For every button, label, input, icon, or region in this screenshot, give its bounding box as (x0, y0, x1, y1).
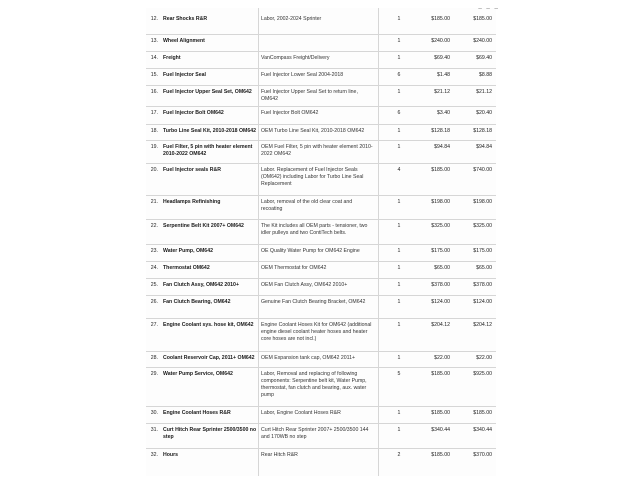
line-number: 25. (150, 282, 158, 288)
item-name: Curt Hitch Rear Sprinter 2500/3500 no step (163, 427, 257, 440)
line-number: 18. (150, 128, 158, 134)
table-row (146, 318, 496, 342)
quantity: 1 (397, 322, 401, 328)
line-number: 13. (150, 38, 158, 44)
line-number: 24. (150, 265, 158, 271)
line-total: $21.12 (476, 89, 492, 95)
line-number: 21. (150, 199, 158, 205)
line-total: $124.00 (473, 299, 492, 305)
line-total: $128.18 (473, 128, 492, 134)
quantity: 1 (397, 128, 401, 134)
line-total: $185.00 (473, 16, 492, 22)
item-name: Hours (163, 452, 178, 458)
quantity: 4 (397, 167, 401, 173)
quantity: 1 (397, 299, 401, 305)
item-description: Fuel Injector Upper Seal Set to return line, OM642 (261, 89, 358, 102)
quantity: 1 (397, 38, 401, 44)
quantity: 1 (397, 16, 401, 22)
quantity: 6 (397, 72, 401, 78)
unit-price: $175.00 (431, 248, 450, 254)
item-name: Headlamps Refinishing (163, 199, 221, 205)
line-total: $175.00 (473, 248, 492, 254)
line-total: $69.40 (476, 55, 492, 61)
quantity: 1 (397, 55, 401, 61)
item-description: Fuel Injector Lower Seal 2004-2018 (261, 72, 344, 78)
line-number: 22. (150, 223, 158, 229)
unit-price: $69.40 (434, 55, 450, 61)
unit-price: $198.00 (431, 199, 450, 205)
invoice-page (146, 8, 496, 476)
line-number: 12. (150, 16, 158, 22)
item-name: Engine Coolant sys. hose kit, OM642 (163, 322, 254, 328)
line-number: 31. (150, 427, 158, 433)
item-description: OEM Expansion tank cap, OM642 2011+ (261, 355, 356, 361)
item-name: Water Pump, OM642 (163, 248, 213, 254)
line-total: $22.00 (476, 355, 492, 361)
table-row (146, 195, 496, 212)
item-description: OEM Fuel Filter, 5 pin with heater element 2010-2022 OM642 (261, 144, 373, 157)
line-total: $370.00 (473, 452, 492, 458)
unit-price: $3.40 (437, 110, 450, 116)
quantity: 1 (397, 410, 401, 416)
quantity: 1 (397, 427, 401, 433)
item-name: Fan Clutch Bearing, OM642 (163, 299, 231, 305)
unit-price: $185.00 (431, 410, 450, 416)
table-row (146, 51, 496, 61)
table-row (146, 244, 496, 254)
line-number: 16. (150, 89, 158, 95)
line-total: $240.00 (473, 38, 492, 44)
line-total: $8.88 (479, 72, 492, 78)
quantity: 1 (397, 265, 401, 271)
unit-price: $185.00 (431, 167, 450, 173)
unit-price: $128.18 (431, 128, 450, 134)
table-row (146, 448, 496, 458)
line-total: $378.00 (473, 282, 492, 288)
line-number: 14. (150, 55, 158, 61)
line-total: $198.00 (473, 199, 492, 205)
line-total: $94.84 (476, 144, 492, 150)
line-total: $204.12 (473, 322, 492, 328)
line-number: 30. (150, 410, 158, 416)
item-name: Freight (163, 55, 181, 61)
unit-price: $340.44 (431, 427, 450, 433)
table-row (146, 423, 496, 440)
quantity: 1 (397, 144, 401, 150)
unit-price: $378.00 (431, 282, 450, 288)
item-description: Engine Coolant Hoses Kit for OM642 (additional engine diesel coolant heater hoses and heater core hoses are not incl.) (261, 322, 372, 342)
line-total: $20.40 (476, 110, 492, 116)
table-row (146, 261, 496, 271)
table-row (146, 68, 496, 78)
line-number: 19. (150, 144, 158, 150)
quantity: 1 (397, 223, 401, 229)
item-name: Fuel Injector seals R&R (163, 167, 221, 173)
line-total: $925.00 (473, 371, 492, 377)
item-description: Labor. Replacement of Fuel Injector Seals (OM642) including Labor for Turbo Line Seal Replacement (261, 167, 364, 187)
line-total: $340.44 (473, 427, 492, 433)
item-description: OEM Turbo Line Seal Kit, 2010-2018 OM642 (261, 128, 365, 134)
line-number: 29. (150, 371, 158, 377)
line-total: $325.00 (473, 223, 492, 229)
unit-price: $325.00 (431, 223, 450, 229)
table-row (146, 106, 496, 116)
line-number: 17. (150, 110, 158, 116)
table-row (146, 367, 496, 398)
item-description: Labor, 2002-2024 Sprinter (261, 16, 322, 22)
unit-price: $94.84 (434, 144, 450, 150)
unit-price: $124.00 (431, 299, 450, 305)
item-description: OEM Thermostat for OM642 (261, 265, 327, 271)
margin-scribble: ~ ~ ~ (478, 6, 500, 13)
unit-price: $185.00 (431, 452, 450, 458)
line-number: 27. (150, 322, 158, 328)
item-name: Engine Coolant Hoses R&R (163, 410, 231, 416)
quantity: 1 (397, 248, 401, 254)
item-name: Coolant Reservoir Cap, 2011+ OM642 (163, 355, 255, 361)
item-name: Thermostat OM642 (163, 265, 210, 271)
item-description: The Kit includes all OEM parts - tensioner, two idler pulleys and two ContiTech belts. (261, 223, 368, 236)
unit-price: $1.48 (437, 72, 450, 78)
item-name: Fuel Injector Upper Seal Set, OM642 (163, 89, 252, 95)
line-number: 28. (150, 355, 158, 361)
item-description: Rear Hitch R&R (261, 452, 298, 458)
item-description: Labor, Removal and replacing of following components: Serpentine belt kit, Water Pump, thermostat, fan clutch and bearing, aux. water pump (261, 371, 367, 398)
quantity: 1 (397, 199, 401, 205)
line-number: 20. (150, 167, 158, 173)
quantity: 1 (397, 89, 401, 95)
quantity: 5 (397, 371, 401, 377)
table-row (146, 295, 496, 305)
item-name: Water Pump Service, OM642 (163, 371, 233, 377)
item-name: Turbo Line Seal Kit, 2010-2018 OM642 (163, 128, 257, 134)
item-name: Serpentine Belt Kit 2007+ OM642 (163, 223, 244, 229)
item-name: Wheel Alignment (163, 38, 205, 44)
table-row (146, 163, 496, 187)
item-description: Labor, removal of the old clear coat and recoating (261, 199, 353, 212)
item-name: Fuel Injector Seal (163, 72, 206, 78)
table-row (146, 406, 496, 416)
line-total: $185.00 (473, 410, 492, 416)
line-number: 15. (150, 72, 158, 78)
item-description: Labor, Engine Coolant Hoses R&R (261, 410, 341, 416)
table-row (146, 351, 496, 361)
item-description: VanCompass Freight/Delivery (261, 55, 330, 61)
item-name: Fuel Filter, 5 pin with heater element 2010-2022 OM642 (163, 144, 253, 157)
item-description: OEM Fan Clutch Assy, OM642 2010+ (261, 282, 348, 288)
unit-price: $204.12 (431, 322, 450, 328)
item-description: Curt Hitch Rear Sprinter 2007+ 2500/3500 144 and 170WB no step (261, 427, 369, 440)
quantity: 2 (397, 452, 401, 458)
line-number: 26. (150, 299, 158, 305)
table-row (146, 124, 496, 134)
unit-price: $240.00 (431, 38, 450, 44)
unit-price: $21.12 (434, 89, 450, 95)
quantity: 6 (397, 110, 401, 116)
unit-price: $185.00 (431, 371, 450, 377)
item-description: Genuine Fan Clutch Bearing Bracket, OM642 (261, 299, 366, 305)
item-description: Fuel Injector Bolt OM642 (261, 110, 319, 116)
unit-price: $65.00 (434, 265, 450, 271)
item-name: Fan Clutch Assy, OM642 2010+ (163, 282, 239, 288)
line-total: $740.00 (473, 167, 492, 173)
table-row (146, 85, 496, 102)
quantity: 1 (397, 282, 401, 288)
table-row (146, 34, 496, 44)
unit-price: $22.00 (434, 355, 450, 361)
item-name: Fuel Injector Bolt OM642 (163, 110, 224, 116)
item-description (261, 35, 373, 38)
unit-price: $185.00 (431, 16, 450, 22)
item-name: Rear Shocks R&R (163, 16, 208, 22)
table-row (146, 278, 496, 288)
line-total: $65.00 (476, 265, 492, 271)
table-row (146, 140, 496, 157)
line-number: 32. (150, 452, 158, 458)
item-description: OE Quality Water Pump for OM642 Engine (261, 248, 360, 254)
table-row (146, 219, 496, 236)
quantity: 1 (397, 355, 401, 361)
line-number: 23. (150, 248, 158, 254)
